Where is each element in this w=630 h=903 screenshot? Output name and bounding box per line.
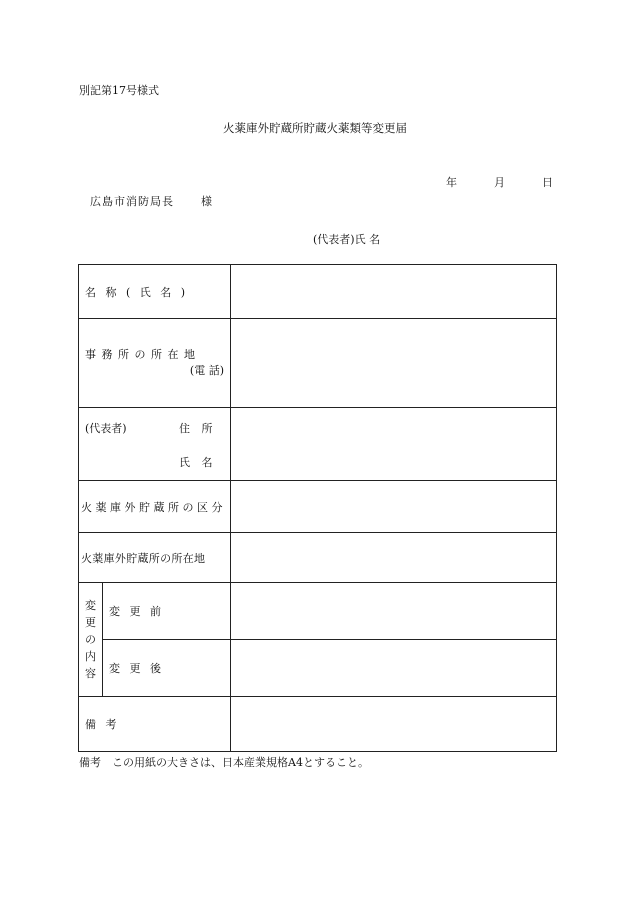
- change-content-char: 容: [85, 667, 96, 681]
- form-number: 別記第17号様式: [79, 84, 159, 97]
- date-day: 日: [542, 176, 553, 189]
- representative-label-cell: [79, 408, 231, 481]
- representative-input[interactable]: [231, 408, 557, 481]
- name-label: 名 称 ( 氏 名 ): [85, 285, 189, 299]
- before-label-cell: [103, 583, 231, 640]
- page-title: 火薬庫外貯蔵所貯蔵火薬類等変更届: [223, 121, 407, 135]
- change-content-char: の: [85, 632, 96, 646]
- notification-form-table: [78, 264, 557, 752]
- addressee: [90, 193, 213, 209]
- after-label: 変 更 後: [109, 662, 164, 675]
- change-content-char: 変: [85, 598, 96, 612]
- remarks-input[interactable]: [231, 697, 557, 752]
- after-input[interactable]: [231, 640, 557, 697]
- name-input[interactable]: [231, 265, 557, 319]
- addressee-name: 広島市消防局長: [90, 195, 174, 208]
- storage-class-label-cell: [79, 481, 231, 533]
- representative-name-label: (代表者)氏 名: [313, 233, 381, 246]
- after-label-cell: [103, 640, 231, 697]
- storage-location-label: 火薬庫外貯蔵所の所在地: [81, 551, 206, 565]
- change-content-label: [79, 599, 102, 681]
- storage-class-input[interactable]: [231, 481, 557, 533]
- date-month: 月: [494, 176, 505, 189]
- date-year: 年: [446, 176, 457, 189]
- representative-label: (代表者): [85, 422, 127, 435]
- office-address-input[interactable]: [231, 319, 557, 408]
- remarks-label-cell: [79, 697, 231, 752]
- date-line: [446, 174, 553, 190]
- before-label: 変 更 前: [109, 605, 164, 618]
- name-label-cell: [79, 265, 231, 319]
- storage-location-input[interactable]: [231, 533, 557, 583]
- footnote: 備考 この用紙の大きさは、日本産業規格A4とすること。: [79, 756, 369, 769]
- change-content-char: 更: [85, 615, 96, 629]
- addressee-honorific: 様: [201, 195, 213, 208]
- office-label-cell: [79, 319, 231, 408]
- storage-class-label: 火 薬 庫 外 貯 蔵 所 の 区 分: [81, 500, 223, 514]
- change-content-char: 内: [85, 650, 96, 664]
- storage-location-label-cell: [79, 533, 231, 583]
- representative-name-row-label: 氏 名: [179, 456, 217, 469]
- before-input[interactable]: [231, 583, 557, 640]
- representative-address-label: 住 所: [179, 422, 217, 435]
- change-content-label-cell: [79, 583, 103, 697]
- remarks-label: 備 考: [85, 718, 120, 731]
- office-address-label: 事 務 所 の 所 在 地: [85, 347, 196, 361]
- phone-label: (電 話): [189, 364, 225, 377]
